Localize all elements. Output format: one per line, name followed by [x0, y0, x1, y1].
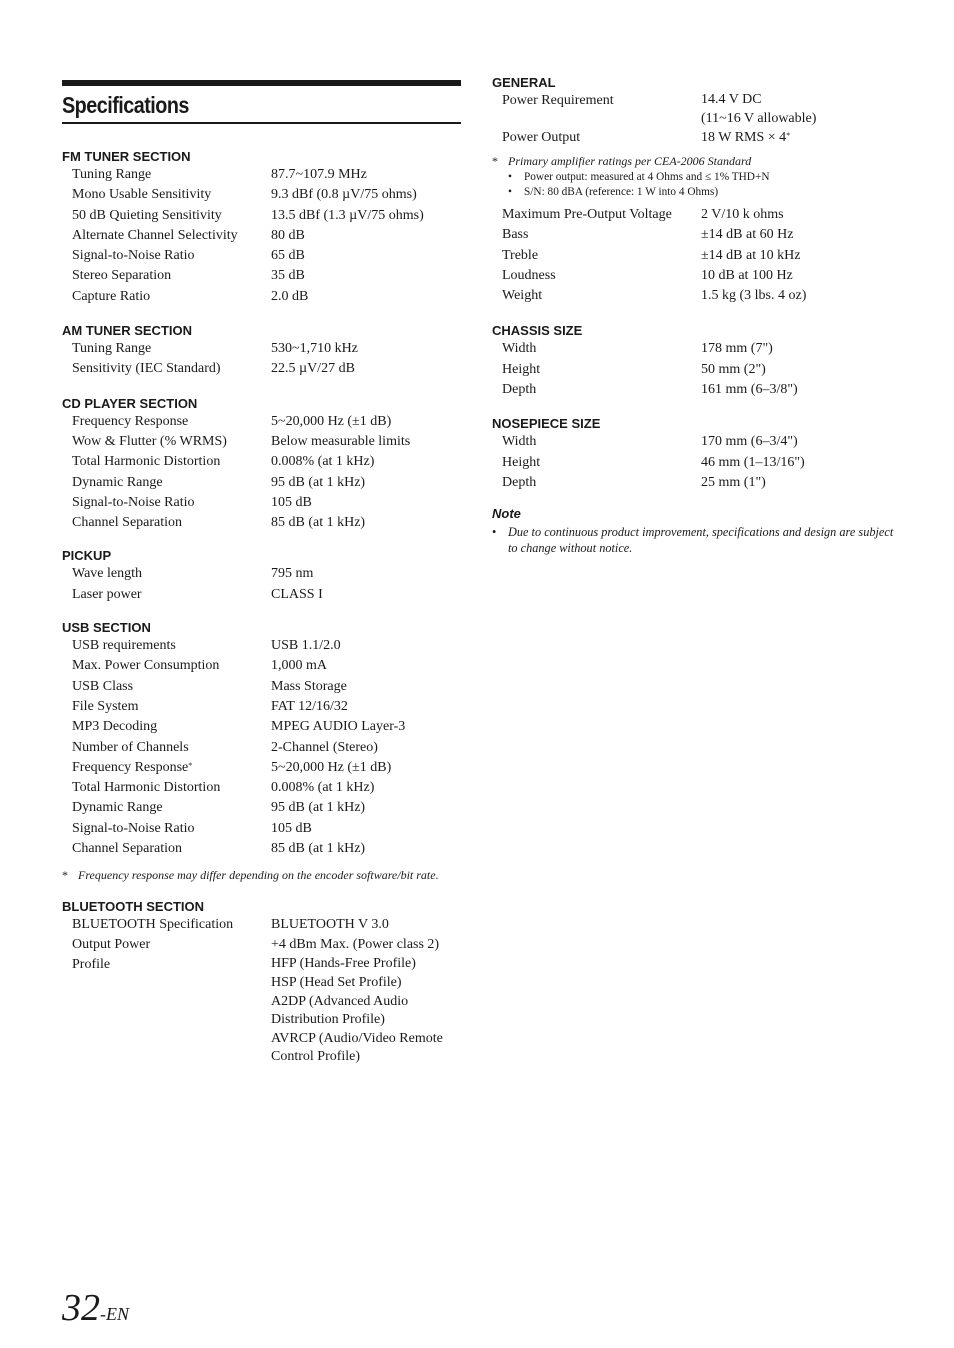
left-column [62, 80, 461, 1067]
spec-value: Below measurable limits [271, 433, 411, 449]
spec-label: Sensitivity (IEC Standard) [72, 361, 221, 377]
usb-footnote-text: Frequency response may differ depending on the encoder software/bit rate. [78, 868, 439, 883]
bluetooth-profile-row [62, 955, 461, 1067]
spec-value: 35 dB [271, 268, 305, 284]
spec-row [62, 266, 461, 286]
footnote-bullet [492, 170, 902, 185]
spec-row [62, 656, 461, 676]
cd-player-table [62, 412, 461, 534]
spec-value: 95 dB (at 1 kHz) [271, 800, 366, 816]
spec-value: 1,000 mA [271, 658, 327, 674]
spec-value: 50 mm (2") [701, 361, 766, 377]
spec-value: 10 dB at 100 Hz [701, 267, 793, 283]
spec-value: +4 dBm Max. (Power class 2) [271, 937, 440, 953]
power-requirement-line: (11~16 V allowable) [701, 110, 817, 126]
spec-row [62, 432, 461, 452]
spec-label: Width [502, 434, 537, 450]
spec-label: Mono Usable Sensitivity [72, 187, 212, 203]
chassis-size-table [492, 339, 902, 400]
power-output-value [701, 128, 902, 148]
power-output-row [492, 128, 902, 148]
spec-value: FAT 12/16/32 [271, 698, 348, 714]
spec-row [62, 226, 461, 246]
spec-value: 2-Channel (Stereo) [271, 739, 378, 755]
spec-row [492, 380, 902, 400]
power-output-text: 18 W RMS × 4 [701, 130, 787, 146]
spec-row [492, 453, 902, 473]
spec-label: Loudness [502, 267, 556, 283]
am-tuner-heading: AM TUNER SECTION [62, 323, 192, 339]
spec-value: 46 mm (1–13/16") [701, 454, 805, 470]
spec-label: MP3 Decoding [72, 719, 158, 735]
chassis-size-heading: CHASSIS SIZE [492, 323, 583, 339]
spec-value: 85 dB (at 1 kHz) [271, 841, 366, 857]
spec-value: 5~20,000 Hz (±1 dB) [271, 413, 392, 429]
am-tuner-table [62, 339, 461, 380]
power-requirement-value [701, 91, 902, 128]
spec-value: BLUETOOTH V 3.0 [271, 916, 389, 932]
general-footnote [492, 154, 902, 170]
bullet-dot: • [508, 185, 512, 198]
power-requirement-row [492, 91, 902, 128]
spec-label: BLUETOOTH Specification [72, 916, 234, 932]
spec-label: Total Harmonic Distortion [72, 780, 221, 796]
spec-row [62, 915, 461, 935]
profile-value-line: HSP (Head Set Profile) [271, 975, 402, 990]
spec-label: Channel Separation [72, 515, 183, 531]
footnote-marker: * [786, 131, 791, 141]
spec-row [492, 473, 902, 493]
spec-label: Depth [502, 474, 537, 490]
spec-label: Width [502, 341, 537, 357]
footnote-asterisk: * [492, 154, 498, 169]
spec-value: 0.008% (at 1 kHz) [271, 454, 375, 470]
spec-row [62, 564, 461, 584]
bullet-dot: • [508, 170, 512, 183]
spec-label: Dynamic Range [72, 474, 163, 490]
spec-row [492, 246, 902, 266]
profile-values [271, 955, 461, 1067]
usb-table [62, 636, 461, 859]
spec-label: Weight [502, 288, 543, 304]
spec-label: Height [502, 454, 541, 470]
spec-value: 9.3 dBf (0.8 µV/75 ohms) [271, 187, 417, 203]
spec-row [62, 287, 461, 307]
spec-row [62, 246, 461, 266]
spec-label: USB Class [72, 678, 134, 694]
spec-value: 80 dB [271, 227, 305, 243]
spec-row [62, 339, 461, 359]
right-column [492, 74, 902, 556]
spec-row [62, 839, 461, 859]
spec-label: Treble [502, 247, 539, 263]
bluetooth-heading: BLUETOOTH SECTION [62, 898, 205, 914]
spec-label: Signal-to-Noise Ratio [72, 494, 195, 510]
profile-key: Profile [72, 957, 111, 973]
page-number [62, 1286, 129, 1330]
spec-label: Max. Power Consumption [72, 658, 220, 674]
spec-label: Number of Channels [72, 739, 189, 755]
spec-value: 25 mm (1") [701, 474, 766, 490]
spec-row [62, 935, 461, 955]
spec-row [62, 758, 461, 778]
spec-row [492, 286, 902, 306]
spec-label: Capture Ratio [72, 288, 151, 304]
spec-value: 795 nm [271, 566, 314, 582]
profile-value-line: Control Profile) [271, 1049, 361, 1065]
spec-label: Dynamic Range [72, 800, 163, 816]
spec-value: 22.5 µV/27 dB [271, 361, 355, 377]
spec-value: 13.5 dBf (1.3 µV/75 ohms) [271, 207, 424, 223]
spec-row [62, 585, 461, 605]
spec-row [492, 360, 902, 380]
page-number-value: 32 [62, 1287, 100, 1329]
spec-value: 170 mm (6–3/4") [701, 434, 798, 450]
fm-tuner-heading: FM TUNER SECTION [62, 149, 191, 164]
page-language-suffix: -EN [100, 1304, 129, 1324]
spec-label: Laser power [72, 586, 142, 602]
profile-value-line: Distribution Profile) [271, 1012, 385, 1028]
power-requirement-key: Power Requirement [502, 93, 614, 108]
spec-row [62, 165, 461, 185]
note-item [492, 524, 902, 556]
spec-row [62, 697, 461, 717]
footnote-bullet-text: S/N: 80 dBA (reference: 1 W into 4 Ohms) [524, 185, 719, 198]
spec-label: Wave length [72, 566, 143, 582]
spec-row [492, 225, 902, 245]
spec-row [62, 359, 461, 379]
spec-label: 50 dB Quieting Sensitivity [72, 207, 222, 223]
spec-value: ±14 dB at 60 Hz [701, 227, 794, 243]
spec-label: Maximum Pre-Output Voltage [502, 206, 672, 222]
spec-row [62, 677, 461, 697]
note-text: Due to continuous product improvement, specifications and design are subject to change without notice. [508, 525, 894, 556]
general-table [492, 205, 902, 306]
profile-value-line: HFP (Hands-Free Profile) [271, 956, 416, 972]
spec-value: USB 1.1/2.0 [271, 638, 341, 654]
spec-row [62, 452, 461, 472]
page-title: Specifications [62, 92, 189, 118]
profile-value-line: A2DP (Advanced Audio [271, 993, 409, 1009]
spec-label: Stereo Separation [72, 268, 172, 284]
footnote-bullet [492, 185, 902, 200]
general-heading: GENERAL [492, 75, 556, 90]
nosepiece-size-heading: NOSEPIECE SIZE [492, 416, 601, 432]
spec-row [62, 473, 461, 493]
spec-value: 5~20,000 Hz (±1 dB) [271, 759, 392, 775]
spec-row [62, 493, 461, 513]
spec-label: File System [72, 698, 139, 714]
usb-footnote [62, 868, 461, 884]
footnote-marker: * [188, 760, 193, 770]
spec-value: ±14 dB at 10 kHz [701, 247, 801, 263]
spec-label: Tuning Range [72, 341, 152, 357]
spec-value: 161 mm (6–3/8") [701, 382, 798, 398]
spec-row [62, 819, 461, 839]
spec-label: Signal-to-Noise Ratio [72, 248, 195, 264]
spec-value: 95 dB (at 1 kHz) [271, 474, 366, 490]
power-output-key: Power Output [502, 130, 581, 146]
nosepiece-size-table [492, 432, 902, 493]
spec-label: Channel Separation [72, 841, 183, 857]
spec-row [62, 185, 461, 205]
spec-value: 1.5 kg (3 lbs. 4 oz) [701, 288, 807, 304]
spec-row [62, 636, 461, 656]
spec-label: Frequency Response [72, 413, 189, 429]
spec-label: USB requirements [72, 638, 176, 654]
spec-value: 105 dB [271, 494, 312, 510]
footnote-bullet-text: Power output: measured at 4 Ohms and ≤ 1% THD+N [524, 170, 770, 183]
bluetooth-table [62, 915, 461, 956]
spec-label: Total Harmonic Distortion [72, 454, 221, 470]
spec-value: 105 dB [271, 820, 312, 836]
spec-value: 178 mm (7") [701, 341, 773, 357]
spec-value: 0.008% (at 1 kHz) [271, 780, 375, 796]
spec-row [492, 339, 902, 359]
spec-row [62, 778, 461, 798]
spec-value: 87.7~107.9 MHz [271, 167, 367, 182]
note-heading: Note [492, 506, 521, 522]
footnote-asterisk: * [62, 868, 68, 883]
spec-label: Bass [502, 227, 529, 243]
spec-row [492, 432, 902, 452]
spec-row [492, 266, 902, 286]
spec-value: MPEG AUDIO Layer-3 [271, 719, 406, 735]
spec-label: Wow & Flutter (% WRMS) [72, 433, 227, 449]
bullet-dot: • [492, 525, 497, 540]
spec-label: Alternate Channel Selectivity [72, 227, 238, 243]
power-requirement-line: 14.4 V DC [701, 92, 762, 107]
spec-label: Frequency Response* [72, 759, 193, 775]
spec-value: 2 V/10 k ohms [701, 206, 784, 222]
spec-row [62, 412, 461, 432]
cd-player-heading: CD PLAYER SECTION [62, 395, 198, 411]
spec-label: Tuning Range [72, 167, 152, 182]
spec-label: Signal-to-Noise Ratio [72, 820, 195, 836]
spec-row [62, 513, 461, 533]
general-footnote-text: Primary amplifier ratings per CEA-2006 Standard [508, 154, 752, 169]
spec-row [492, 205, 902, 225]
spec-row [62, 717, 461, 737]
usb-heading: USB SECTION [62, 620, 151, 636]
spec-row [62, 798, 461, 818]
spec-label: Depth [502, 382, 537, 398]
spec-value: 65 dB [271, 248, 305, 264]
spec-value: 2.0 dB [271, 288, 309, 304]
spec-value: 85 dB (at 1 kHz) [271, 515, 366, 531]
pickup-table [62, 564, 461, 605]
spec-row [62, 738, 461, 758]
spec-value: CLASS I [271, 586, 323, 602]
spec-row [62, 206, 461, 226]
spec-value: 530~1,710 kHz [271, 341, 358, 357]
pickup-heading: PICKUP [62, 548, 112, 564]
spec-label: Height [502, 361, 541, 377]
spec-value: Mass Storage [271, 678, 347, 694]
profile-value-line: AVRCP (Audio/Video Remote [271, 1030, 443, 1046]
fm-tuner-table [62, 165, 461, 307]
spec-label: Output Power [72, 937, 151, 953]
